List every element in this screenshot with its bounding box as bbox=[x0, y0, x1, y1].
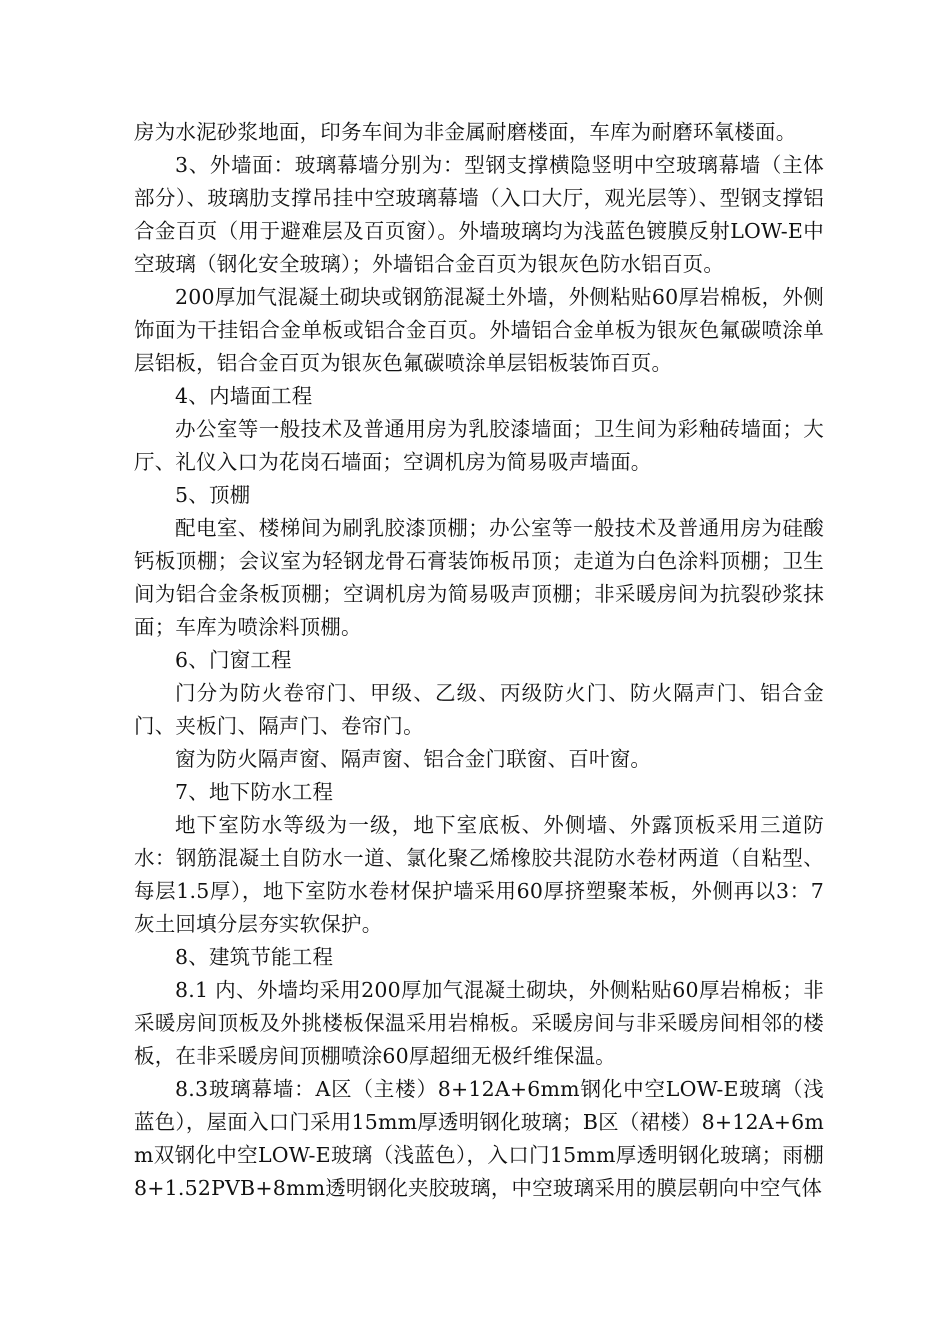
paragraph: 房为水泥砂浆地面，印务车间为非金属耐磨楼面，车库为耐磨环氧楼面。 bbox=[134, 120, 797, 144]
paragraph: 3、外墙面：玻璃幕墙分别为：型钢支撑横隐竖明中空玻璃幕墙（主体部分）、玻璃肋支撑吊挂中空玻璃幕墙（入口大厅，观光层等）、型钢支撑铝合金百页（用于避难层及百页窗）。外墙玻璃均为浅蓝色镀膜反射LOW-E中空玻璃（钢化安全玻璃）；外墙铝合金百页为银灰色防水铝百页。 bbox=[134, 153, 824, 276]
section-heading: 4、内墙面工程 bbox=[175, 384, 313, 408]
section-heading: 5、顶棚 bbox=[175, 483, 251, 507]
section-heading: 6、门窗工程 bbox=[175, 648, 292, 672]
paragraph: 地下室防水等级为一级，地下室底板、外侧墙、外露顶板采用三道防水：钢筋混凝土自防水一道、氯化聚乙烯橡胶共混防水卷材两道（自粘型、每层1.5厚），地下室防水卷材保护墙采用60厚挤塑聚苯板，外侧再以3：7灰土回填分层夯实软保护。 bbox=[134, 813, 824, 936]
section-heading: 8、建筑节能工程 bbox=[175, 945, 334, 969]
section-heading: 7、地下防水工程 bbox=[175, 780, 334, 804]
paragraph: 8.1 内、外墙均采用200厚加气混凝土砌块，外侧粘贴60厚岩棉板；非采暖房间顶板及外挑楼板保温采用岩棉板。采暖房间与非采暖房间相邻的楼板，在非采暖房间顶棚喷涂60厚超细无极纤维保温。 bbox=[134, 978, 824, 1068]
paragraph: 200厚加气混凝土砌块或钢筋混凝土外墙，外侧粘贴60厚岩棉板，外侧饰面为干挂铝合金单板或铝合金百页。外墙铝合金单板为银灰色氟碳喷涂单层铝板，铝合金百页为银灰色氟碳喷涂单层铝板装饰百页。 bbox=[134, 285, 824, 375]
paragraph: 窗为防火隔声窗、隔声窗、铝合金门联窗、百叶窗。 bbox=[175, 747, 652, 771]
paragraph: 门分为防火卷帘门、甲级、乙级、丙级防火门、防火隔声门、铝合金门、夹板门、隔声门、卷帘门。 bbox=[134, 681, 824, 738]
paragraph: 办公室等一般技术及普通用房为乳胶漆墙面；卫生间为彩釉砖墙面；大厅、礼仪入口为花岗石墙面；空调机房为简易吸声墙面。 bbox=[134, 417, 824, 474]
document-body bbox=[134, 116, 824, 1205]
paragraph: 配电室、楼梯间为刷乳胶漆顶棚；办公室等一般技术及普通用房为硅酸钙板顶棚；会议室为轻钢龙骨石膏装饰板吊顶；走道为白色涂料顶棚；卫生间为铝合金条板顶棚；空调机房为简易吸声顶棚；非采暖房间为抗裂砂浆抹面；车库为喷涂料顶棚。 bbox=[134, 516, 824, 639]
paragraph: 8.3玻璃幕墙：A区（主楼）8+12A+6mm钢化中空LOW-E玻璃（浅蓝色），屋面入口门采用15mm厚透明钢化玻璃；B区（裙楼）8+12A+6mm双钢化中空LOW-E玻璃（浅蓝色），入口门15mm厚透明钢化玻璃；雨棚8+1.52PVB+8mm透明钢化夹胶玻璃，中空玻璃采用的膜层朝向中空气体 bbox=[134, 1077, 824, 1200]
